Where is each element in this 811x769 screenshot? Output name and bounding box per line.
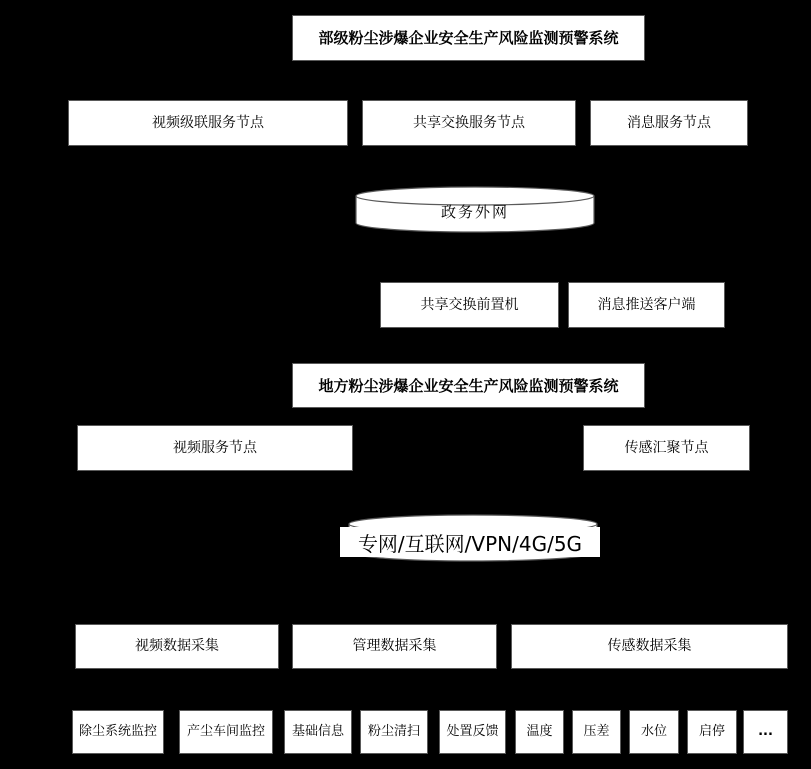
access-network-label: 专网/互联网/VPN/4G/5G [340, 527, 600, 557]
node-ellipsis: ... [743, 710, 788, 754]
node-message-push-client: 消息推送客户端 [568, 282, 725, 328]
node-video-cascade-service: 视频级联服务节点 [68, 100, 348, 146]
node-sensor-data-collect: 传感数据采集 [511, 624, 788, 669]
node-video-service: 视频服务节点 [77, 425, 353, 471]
node-message-service: 消息服务节点 [590, 100, 748, 146]
node-share-exchange-service: 共享交换服务节点 [362, 100, 576, 146]
node-disposal-feedback: 处置反馈 [439, 710, 506, 754]
gov-extranet-label: 政务外网 [440, 203, 509, 221]
node-basic-info: 基础信息 [284, 710, 352, 754]
ministry-system-title-box: 部级粉尘涉爆企业安全生产风险监测预警系统 [292, 15, 645, 61]
node-dust-workshop-monitor: 产尘车间监控 [179, 710, 273, 754]
node-start-stop: 启停 [687, 710, 737, 754]
node-management-data-collect: 管理数据采集 [292, 624, 497, 669]
node-dust-cleaning: 粉尘清扫 [360, 710, 428, 754]
node-sensor-aggregation: 传感汇聚节点 [583, 425, 750, 471]
local-system-title-box: 地方粉尘涉爆企业安全生产风险监测预警系统 [292, 363, 645, 408]
cylinder-gov-extranet [355, 186, 595, 233]
node-dust-removal-monitor: 除尘系统监控 [72, 710, 164, 754]
cylinder-access-network [348, 514, 598, 562]
node-pressure-diff: 压差 [572, 710, 621, 754]
node-temperature: 温度 [515, 710, 564, 754]
node-water-level: 水位 [629, 710, 679, 754]
node-video-data-collect: 视频数据采集 [75, 624, 279, 669]
node-share-exchange-front: 共享交换前置机 [380, 282, 559, 328]
